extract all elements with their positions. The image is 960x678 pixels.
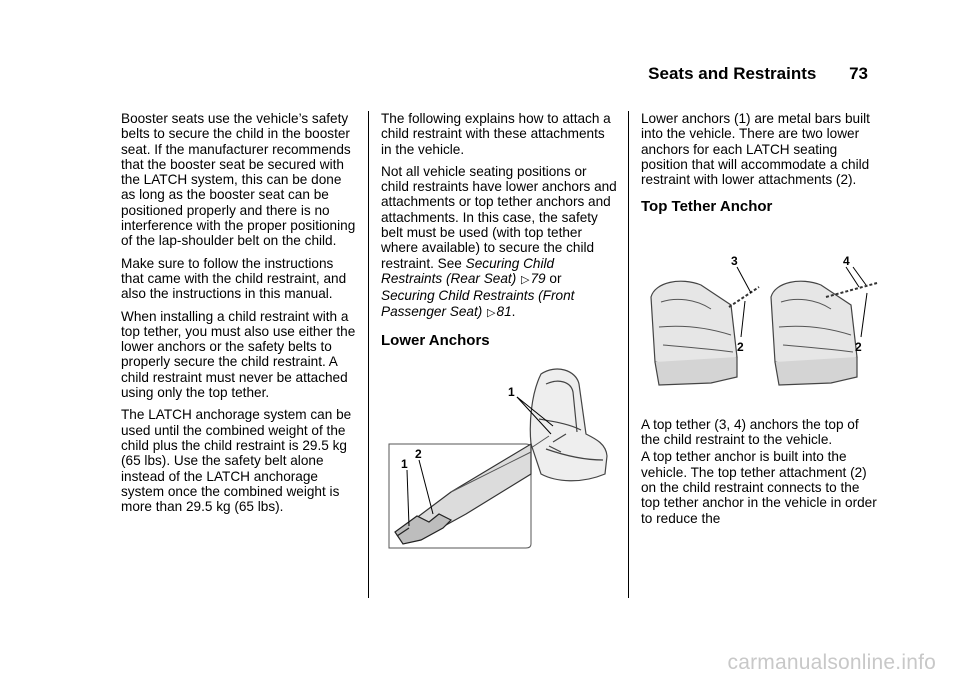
cross-reference-link[interactable]: Securing Child Restraints (Rear Seat) <box>381 255 555 286</box>
paragraph: Make sure to follow the instructions that came with the child restraint, and also the instructions in this manual. <box>121 255 347 302</box>
cross-reference-link[interactable]: Securing Child Restraints (Front Passenger Seat) <box>381 288 575 319</box>
paragraph: Lower anchors (1) are metal bars built into the vehicle. There are two lower anchors for each LATCH seating position that will accommodate a child restraint with lower attachments (2). <box>641 111 870 188</box>
column-1 <box>121 111 357 521</box>
callout-label: 2 <box>855 339 862 354</box>
paragraph-text: Not all vehicle seating positions or child restraints have lower anchors and attachments or top tether anchors and attachments. In this case, the safety belt must be used (with top tether where available) to secure the child restraint. See <box>381 163 617 271</box>
callout-label: 2 <box>737 339 744 354</box>
page-number: 73 <box>849 64 868 83</box>
lower-anchors-illustration <box>381 364 617 549</box>
page-reference-icon: ▷ <box>521 273 530 286</box>
column-divider <box>628 111 629 598</box>
paragraph: A top tether anchor is built into the vehicle. The top tether attachment (2) on the child restraint connects to the top tether anchor in the vehicle in order to reduce the <box>641 449 877 526</box>
callout-label: 1 <box>508 385 515 400</box>
paragraph: A top tether (3, 4) anchors the top of the child restraint to the vehicle. <box>641 416 859 448</box>
column-2 <box>381 111 617 549</box>
page-reference-icon: ▷ <box>487 306 496 319</box>
section-heading: Lower Anchors <box>381 331 490 349</box>
page-reference[interactable]: 81 <box>496 303 512 319</box>
column-divider <box>368 111 369 598</box>
section-title: Seats and Restraints <box>648 64 817 83</box>
page-reference[interactable]: 79 <box>530 270 546 286</box>
paragraph: Not all vehicle seating positions or child restraints have lower anchors and attachments or top tether anchors and attachments. In this case, the safety belt must be used (with top tether where available) to secure the child restraint. See Securing Child Restraints (Rear Seat) ▷79 or Securing Child Restraints (Front Passenger Seat) ▷81. <box>381 163 617 319</box>
column-3 <box>641 111 881 533</box>
callout-label: 2 <box>415 447 422 462</box>
paragraph: Booster seats use the vehicle’s safety belts to secure the child in the booster seat. If the manufacturer recommends that the booster seat be secured with the LATCH system, this can be done as long as the booster seat can be positioned properly and there is no interference with the proper positioning of the lap-shoulder belt on the child. <box>121 111 356 249</box>
page-header <box>648 64 868 84</box>
top-tether-illustration <box>641 227 881 407</box>
paragraph: The following explains how to attach a child restraint with these attachments in the vehicle. <box>381 111 611 157</box>
watermark <box>0 648 960 678</box>
callout-label: 4 <box>843 253 850 268</box>
callout-label: 1 <box>401 457 408 472</box>
paragraph: When installing a child restraint with a top tether, you must also use either the lower anchors or the safety belts to properly secure the child restraint. A child restraint must never be attached using only the top tether. <box>121 308 356 401</box>
section-heading: Top Tether Anchor <box>641 198 773 216</box>
paragraph: The LATCH anchorage system can be used until the combined weight of the child plus the child restraint is 29.5 kg (65 lbs). Use the safety belt alone instead of the LATCH anchorage system once the combined weight is more than 29.5 kg (65 lbs). <box>121 407 352 515</box>
callout-label: 3 <box>731 253 738 268</box>
watermark-text: carmanualsonline.info <box>727 651 936 674</box>
conjunction: or <box>549 270 562 286</box>
